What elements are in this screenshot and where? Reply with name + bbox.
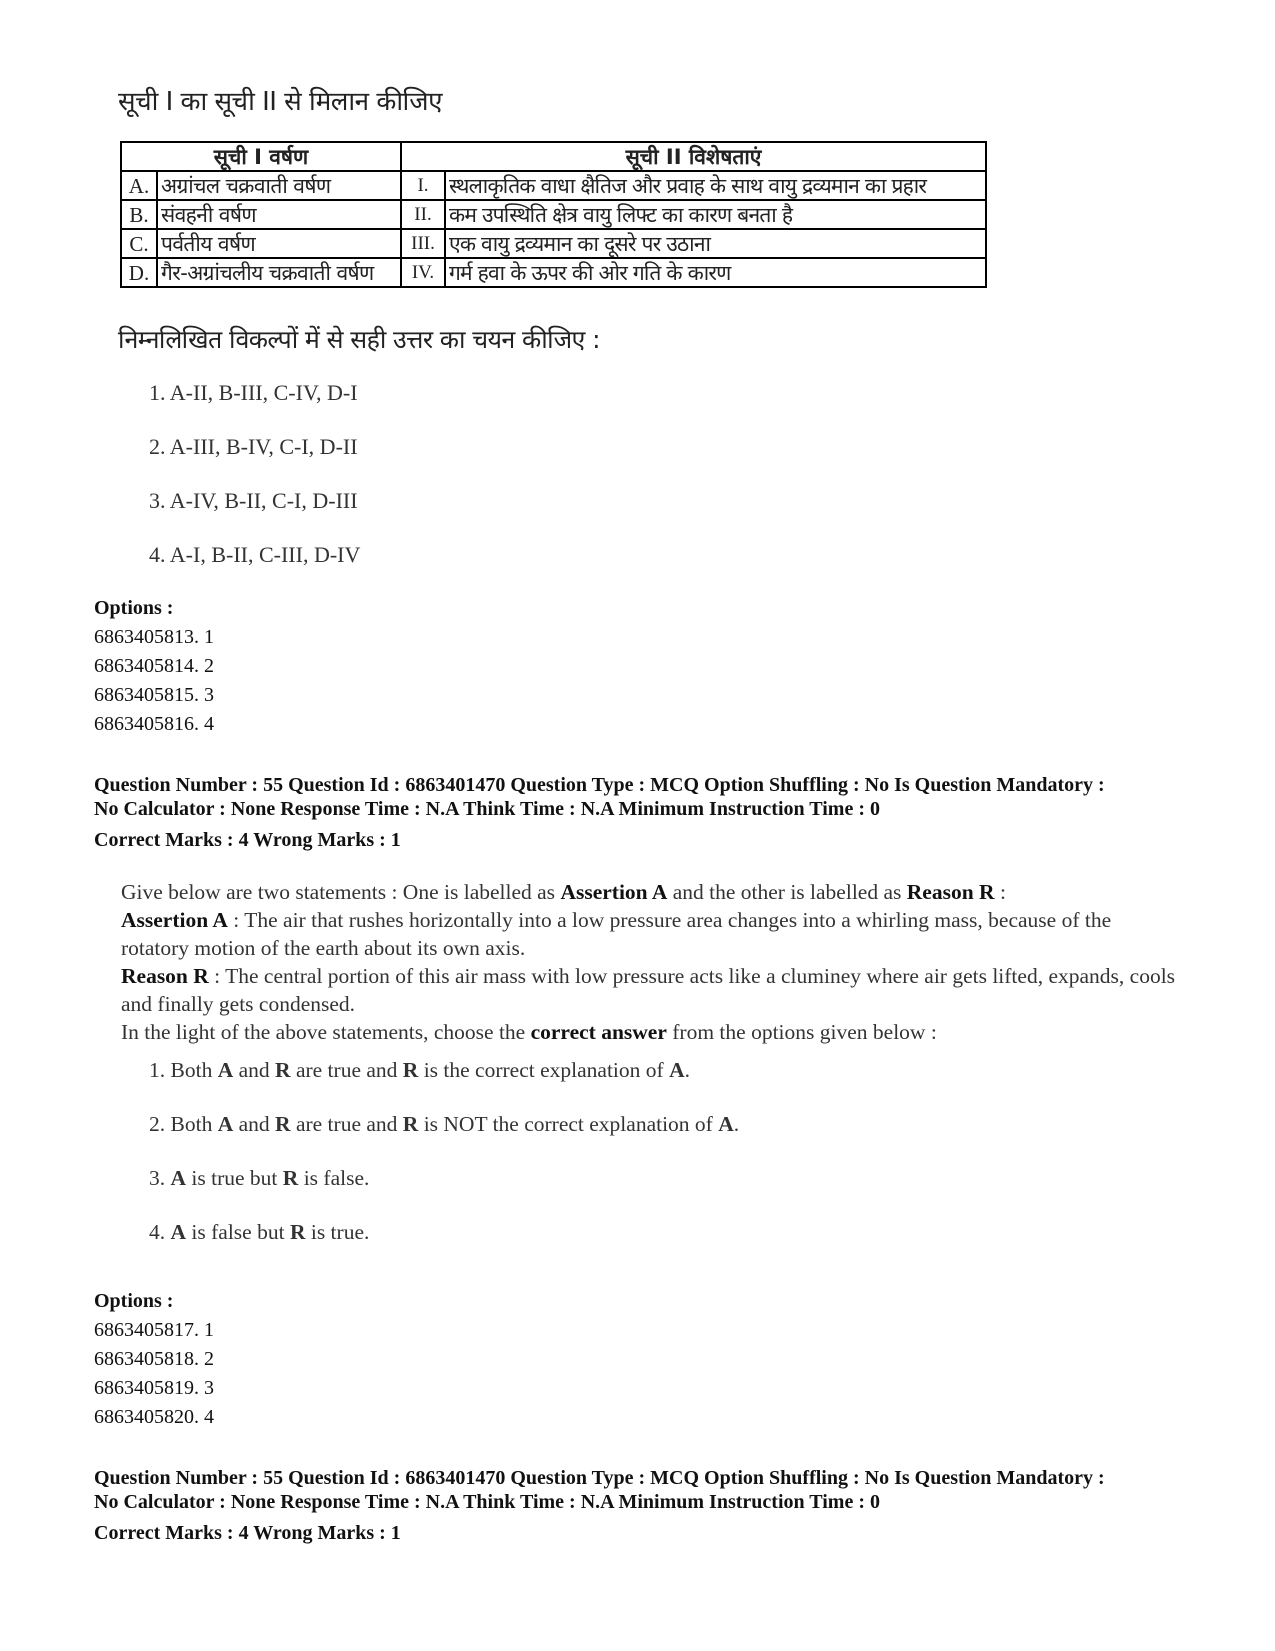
question-instruction: निम्नलिखित विकल्पों में से सही उत्तर का चयन कीजिए : (118, 325, 600, 354)
assertion-statement: Assertion A : The air that rushes horizontally into a low pressure area changes into a whirling mass, because of the rotatory motion of the earth about its own axis. (121, 908, 1112, 960)
table-header-list-1: सूची I वर्षण (121, 142, 401, 171)
question-meta (94, 773, 1204, 821)
assertion-reason-block (121, 878, 1181, 1046)
row-item: पर्वतीय वर्षण (157, 229, 401, 258)
question-marks: Correct Marks : 4 Wrong Marks : 1 (94, 1522, 401, 1544)
row-numeral: IV. (401, 258, 445, 287)
options-label: Options : (94, 597, 174, 619)
row-item: अग्रांचल चक्रवाती वर्षण (157, 171, 401, 200)
answer-choice-2: 2. Both A and R are true and R is NOT the correct explanation of A. (149, 1112, 740, 1136)
row-item: संवहनी वर्षण (157, 200, 401, 229)
row-numeral: II. (401, 200, 445, 229)
option-id: 6863405820. 4 (94, 1406, 214, 1428)
answer-choice-4: 4. A-I, B-II, C-III, D-IV (149, 542, 361, 567)
question-meta-line: No Calculator : None Response Time : N.A Think Time : N.A Minimum Instruction Time : 0 (94, 1491, 880, 1513)
answer-choice-3: 3. A-IV, B-II, C-I, D-III (149, 488, 358, 513)
option-id: 6863405815. 3 (94, 684, 214, 706)
reason-statement: Reason R : The central portion of this air mass with low pressure acts like a cluminey where air gets lifted, expands, cools and finally gets condensed. (121, 964, 1176, 1016)
row-description: एक वायु द्रव्यमान का दूसरे पर उठाना (445, 229, 986, 258)
question-marks: Correct Marks : 4 Wrong Marks : 1 (94, 829, 401, 851)
table-row (121, 200, 986, 229)
statement-intro: Give below are two statements : One is labelled as Assertion A and the other is labelled as Reason R : (121, 880, 1006, 904)
answer-choice-1: 1. A-II, B-III, C-IV, D-I (149, 380, 358, 405)
row-description: स्थलाकृतिक वाधा क्षैतिज और प्रवाह के साथ वायु द्रव्यमान का प्रहार (445, 171, 986, 200)
answer-choice-3: 3. A is true but R is false. (149, 1166, 370, 1190)
table-row (121, 171, 986, 200)
option-id: 6863405814. 2 (94, 655, 214, 677)
question-meta-line: Question Number : 55 Question Id : 6863401470 Question Type : MCQ Option Shuffling : No Is Question Mandatory : (94, 1467, 1105, 1489)
row-letter: C. (121, 229, 157, 258)
option-id: 6863405819. 3 (94, 1377, 214, 1399)
answer-choice-4: 4. A is false but R is true. (149, 1220, 370, 1244)
answer-choice-2: 2. A-III, B-IV, C-I, D-II (149, 434, 358, 459)
statement-instruction: In the light of the above statements, choose the correct answer from the options given below : (121, 1020, 937, 1044)
question-title: सूची I का सूची II से मिलान कीजिए (118, 87, 442, 117)
table-header-list-2: सूची II विशेषताएं (401, 142, 986, 171)
match-table (120, 141, 987, 288)
table-header-row (121, 142, 986, 171)
options-label: Options : (94, 1290, 174, 1312)
row-letter: D. (121, 258, 157, 287)
question-meta-line: No Calculator : None Response Time : N.A Think Time : N.A Minimum Instruction Time : 0 (94, 798, 880, 820)
row-description: गर्म हवा के ऊपर की ओर गति के कारण (445, 258, 986, 287)
option-id: 6863405817. 1 (94, 1319, 214, 1341)
row-numeral: III. (401, 229, 445, 258)
option-id: 6863405818. 2 (94, 1348, 214, 1370)
row-numeral: I. (401, 171, 445, 200)
row-description: कम उपस्थिति क्षेत्र वायु लिफ्ट का कारण बनता है (445, 200, 986, 229)
row-letter: A. (121, 171, 157, 200)
table-row (121, 229, 986, 258)
option-id: 6863405816. 4 (94, 713, 214, 735)
option-id: 6863405813. 1 (94, 626, 214, 648)
row-letter: B. (121, 200, 157, 229)
answer-choice-1: 1. Both A and R are true and R is the correct explanation of A. (149, 1058, 690, 1082)
row-item: गैर-अग्रांचलीय चक्रवाती वर्षण (157, 258, 401, 287)
question-meta-line: Question Number : 55 Question Id : 6863401470 Question Type : MCQ Option Shuffling : No Is Question Mandatory : (94, 774, 1105, 796)
table-row (121, 258, 986, 287)
question-meta (94, 1466, 1204, 1514)
